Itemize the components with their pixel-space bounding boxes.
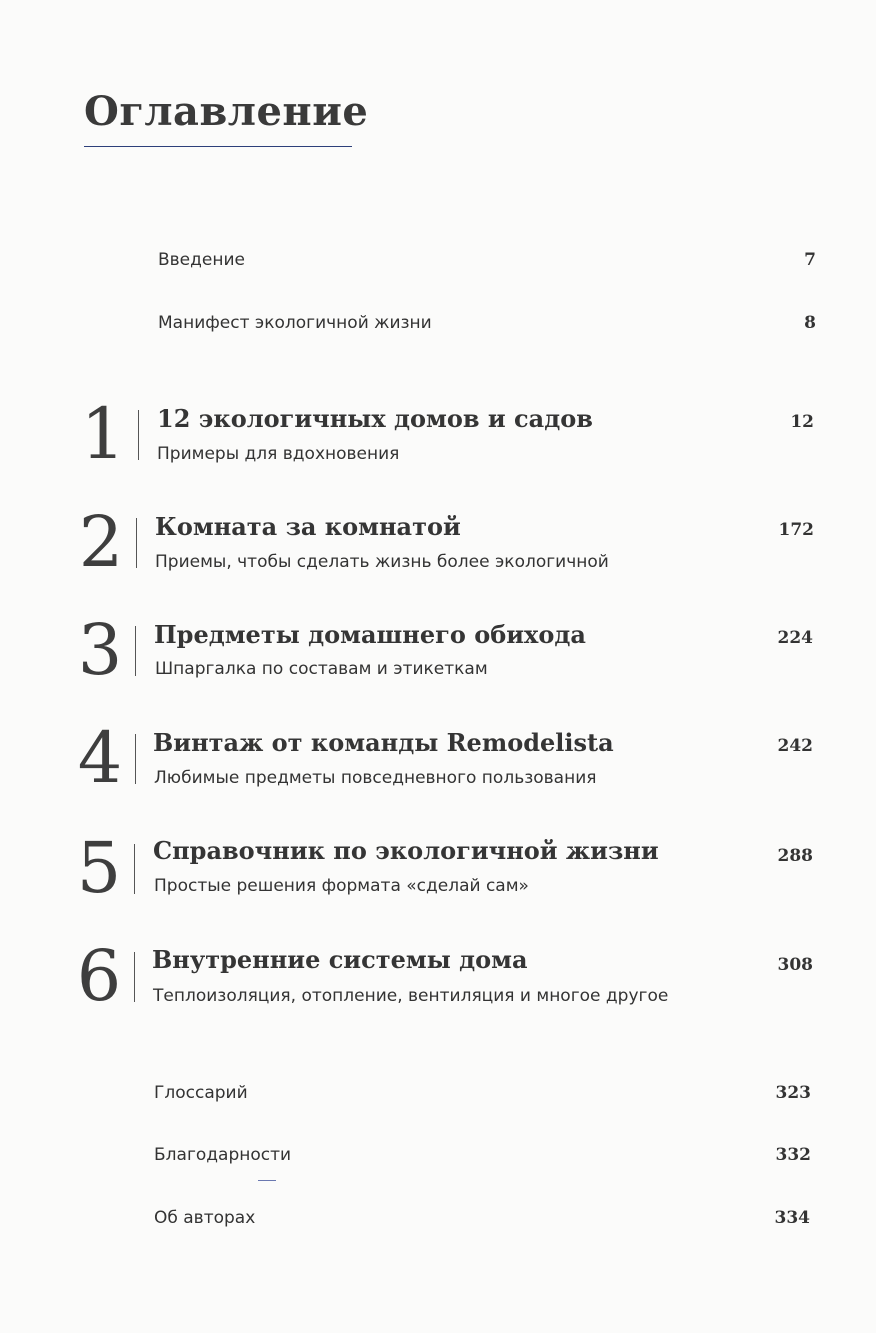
entry-label: Об авторах [154,1208,256,1228]
print-speck [258,1180,276,1181]
chapter-divider [135,734,136,784]
chapter-title: Винтаж от команды Remodelista [153,728,614,757]
chapter-number: 3 [77,609,123,691]
entry-page-number: 332 [775,1145,811,1165]
chapter-number: 5 [76,827,122,909]
entry-label: Глоссарий [154,1083,248,1103]
entry-label: Благодарности [154,1145,292,1165]
chapter-subtitle: Примеры для вдохновения [157,444,400,464]
chapter-divider [134,844,135,894]
chapter-title: Комната за комнатой [155,512,461,541]
chapter-page-number: 308 [777,955,813,975]
chapter-title: Справочник по экологичной жизни [153,836,659,865]
page-title: Оглавление [84,88,369,135]
entry-page-number: 334 [774,1208,810,1228]
chapter-page-number: 12 [790,412,814,432]
chapter-subtitle: Любимые предметы повседневного пользования [154,768,597,788]
entry-page-number: 7 [804,250,816,270]
chapter-subtitle: Шпаргалка по составам и этикеткам [155,659,488,679]
chapter-subtitle: Теплоизоляция, отопление, вентиляция и многое другое [153,986,669,1006]
chapter-page-number: 288 [777,846,813,866]
chapter-divider [138,410,139,460]
chapter-subtitle: Приемы, чтобы сделать жизнь более экологичной [155,552,609,572]
chapter-title: Предметы домашнего обихода [154,620,586,649]
entry-label: Введение [158,250,245,270]
chapter-subtitle: Простые решения формата «сделай сам» [154,876,529,896]
chapter-divider [135,626,136,676]
chapter-title: Внутренние системы дома [152,945,528,974]
chapter-page-number: 224 [777,628,813,648]
chapter-number: 4 [77,717,123,799]
chapter-title: 12 экологичных домов и садов [157,404,593,433]
chapter-number: 1 [80,393,126,475]
entry-page-number: 323 [775,1083,811,1103]
entry-label: Манифест экологичной жизни [158,313,432,333]
chapter-divider [136,518,137,568]
chapter-number: 6 [76,935,122,1017]
chapter-page-number: 242 [777,736,813,756]
entry-page-number: 8 [804,313,816,333]
chapter-number: 2 [78,501,124,583]
chapter-divider [134,952,135,1002]
title-underline [84,146,352,147]
chapter-page-number: 172 [778,520,814,540]
